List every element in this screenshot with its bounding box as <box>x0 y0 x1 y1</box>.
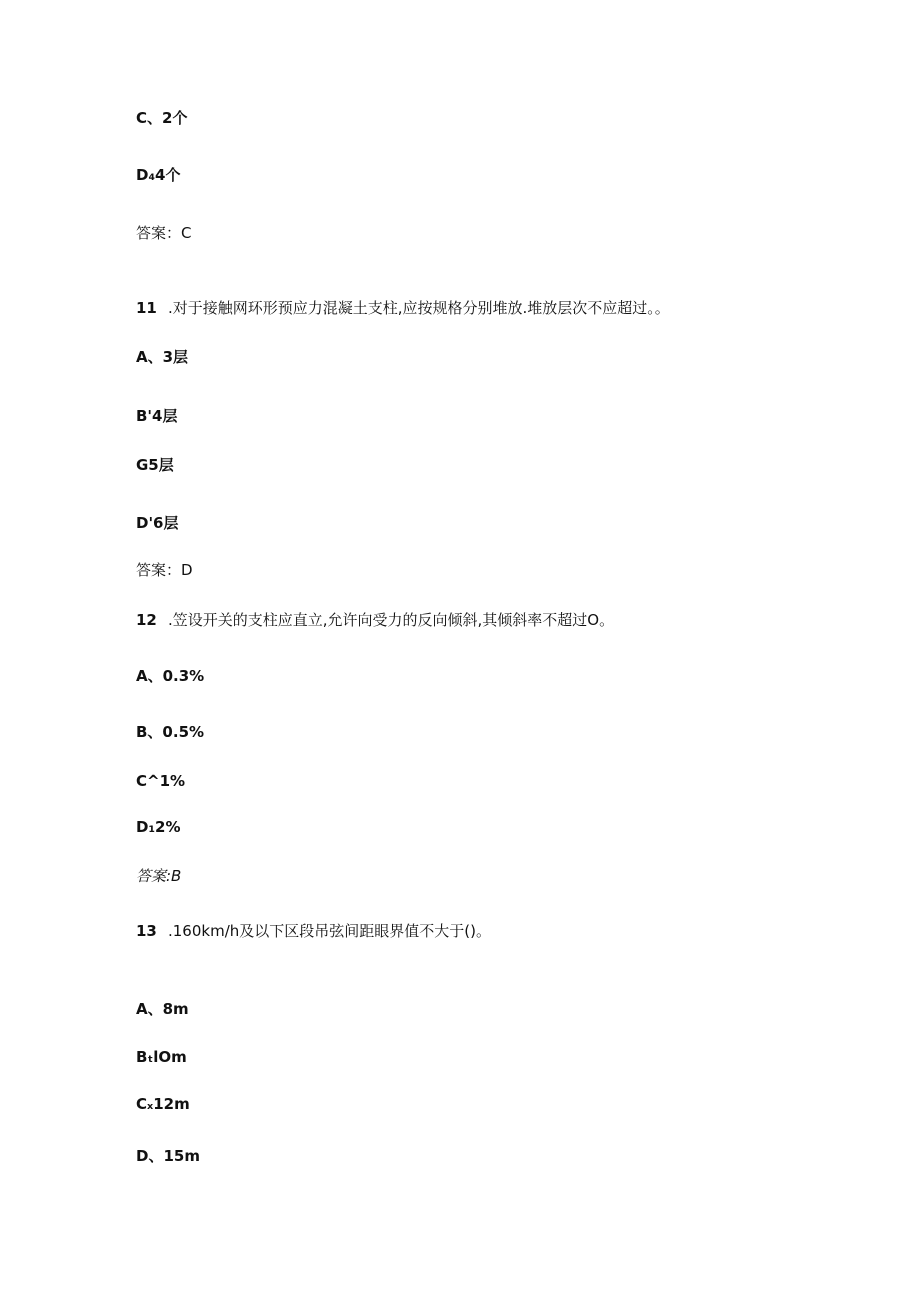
question-text: .160km/h及以下区段吊弦间距眼界值不大于()。 <box>168 922 491 940</box>
q12-option-a: A、0.3% <box>136 667 205 685</box>
question-13 <box>136 921 491 941</box>
question-number: 12 <box>136 611 157 629</box>
option-d-prev: D₄4个 <box>136 166 181 184</box>
q12-answer: 答案:B <box>136 867 182 885</box>
q11-answer: 答案：D <box>136 561 193 579</box>
question-11 <box>136 298 670 318</box>
question-number: 11 <box>136 299 157 317</box>
q12-option-c: C^1% <box>136 772 186 790</box>
q12-option-b: B、0.5% <box>136 723 205 741</box>
q11-option-b: B'4层 <box>136 407 178 425</box>
q13-option-b: BₜlOm <box>136 1048 187 1066</box>
question-number: 13 <box>136 922 157 940</box>
q11-option-c: G5层 <box>136 456 174 474</box>
question-text: .对于接触网环形预应力混凝土支柱,应按规格分别堆放.堆放层次不应超过。。 <box>168 299 670 317</box>
question-text: .笠设开关的支柱应直立,允许向受力的反向倾斜,其倾斜率不超过O。 <box>168 611 615 629</box>
q13-option-a: A、8m <box>136 1000 189 1018</box>
q11-option-d: D'6层 <box>136 514 179 532</box>
option-c-prev: C、2个 <box>136 109 188 127</box>
q11-option-a: A、3层 <box>136 348 189 366</box>
question-12 <box>136 610 614 630</box>
q12-option-d: D₁2% <box>136 818 181 836</box>
q13-option-c: Cₓ12m <box>136 1095 190 1113</box>
answer-prev: 答案：C <box>136 224 192 242</box>
q13-option-d: D、15m <box>136 1147 200 1165</box>
